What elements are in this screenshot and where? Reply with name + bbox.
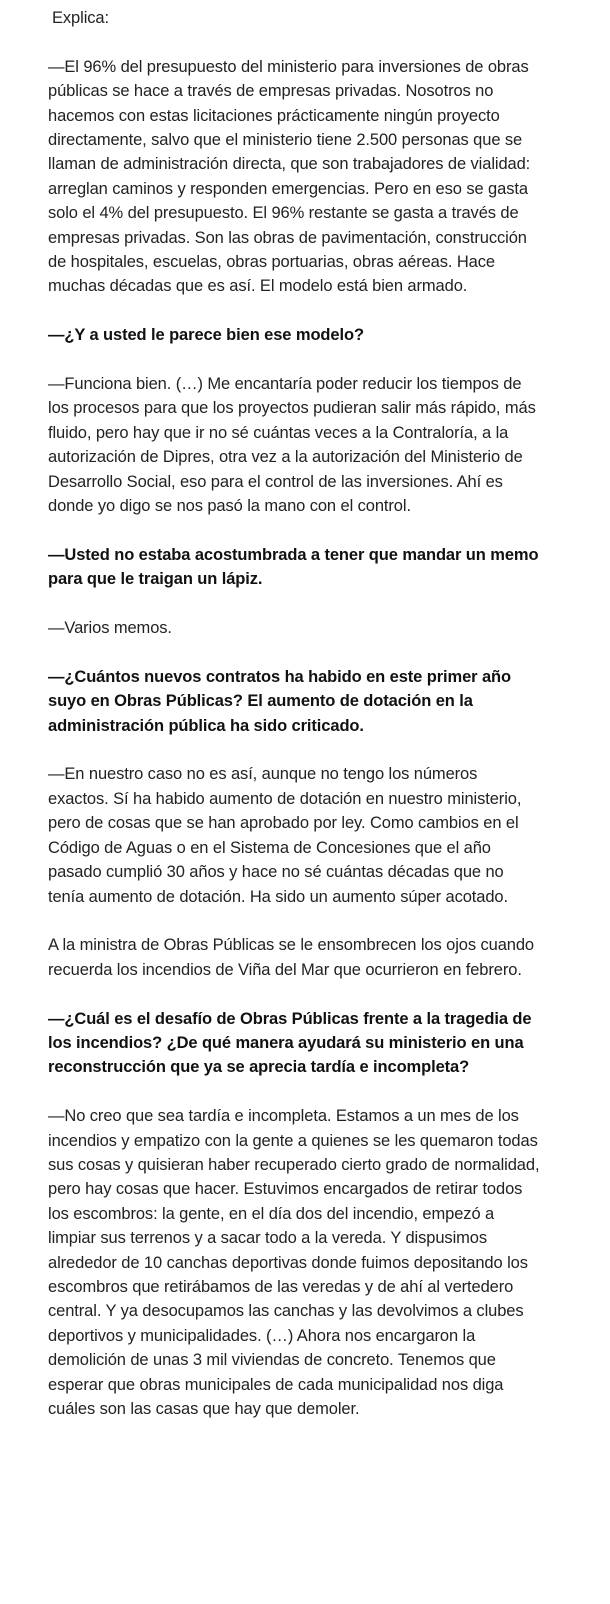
answer-paragraph: —No creo que sea tardía e incompleta. Estamos a un mes de los incendios y empatizo con la gente a quienes se les quemaron todas sus cosas y quisieran haber recuperado cierto grado de normalidad, pero hay cosas que hacer. Estuvimos encargados de retirar todos los escombros: la gente, en el día dos del incendio, empezó a limpiar sus terrenos y a sacar todo a la vereda. Y dispusimos alrededor de 10 canchas deportivas donde fuimos depositando los escombros que retirábamos de las veredas y de ahí al vertedero central. Y ya desocupamos las canchas y las devolvimos a clubes deportivos y municipalidades. (…) Ahora nos encargaron la demolición de unas 3 mil viviendas de concreto. Tenemos que esperar que obras municipales de cada municipalidad nos diga cuáles son las casas que hay que demoler. <box>48 1107 540 1418</box>
article-body <box>48 6 540 1421</box>
answer-paragraph: —Funciona bien. (…) Me encantaría poder reducir los tiempos de los procesos para que los proyectos pudieran salir más rápido, más fluido, pero hay que ir no sé cuántas veces a la Contraloría, a la autorización de Dipres, otra vez a la autorización del Ministerio de Desarrollo Social, eso para el control de las inversiones. Ahí es donde yo digo se nos pasó la mano con el control. <box>48 375 536 516</box>
question-paragraph: —Usted no estaba acostumbrada a tener que mandar un memo para que le traigan un lápiz. <box>48 545 539 589</box>
narrative-paragraph: A la ministra de Obras Públicas se le ensombrecen los ojos cuando recuerda los incendios de Viña del Mar que ocurrieron en febrero. <box>48 936 535 979</box>
question-paragraph: —¿Y a usted le parece bien ese modelo? <box>48 326 364 345</box>
answer-paragraph: —En nuestro caso no es así, aunque no tengo los números exactos. Sí ha habido aumento de dotación en nuestro ministerio, pero de cosas que se han aprobado por ley. Como cambios en el Código de Aguas o en el Sistema de Concesiones que el año pasado cumplió 30 años y hace no sé cuántas décadas que no tenía aumento de dotación. Ha sido un aumento súper acotado. <box>48 765 522 906</box>
answer-paragraph: —Varios memos. <box>48 619 172 638</box>
question-paragraph: —¿Cuál es el desafío de Obras Públicas frente a la tragedia de los incendios? ¿De qué manera ayudará su ministerio en una reconstrucción que ya se aprecia tardía e incompleta? <box>48 1009 532 1077</box>
intro-paragraph: Explica: <box>52 9 109 27</box>
answer-paragraph: —El 96% del presupuesto del ministerio para inversiones de obras públicas se hace a través de empresas privadas. Nosotros no hacemos con estas licitaciones prácticamente ningún proyecto directamente, salvo que el ministerio tiene 2.500 personas que se llaman de administración directa, que son trabajadores de vialidad: arreglan caminos y responden emergencias. Pero en eso se gasta solo el 4% del presupuesto. El 96% restante se gasta a través de empresas privadas. Son las obras de pavimentación, construcción de hospitales, escuelas, obras portuarias, obras aéreas. Hace muchas décadas que es así. El modelo está bien armado. <box>48 57 531 296</box>
question-paragraph: —¿Cuántos nuevos contratos ha habido en este primer año suyo en Obras Públicas? El aumento de dotación en la administración pública ha sido criticado. <box>48 667 511 735</box>
